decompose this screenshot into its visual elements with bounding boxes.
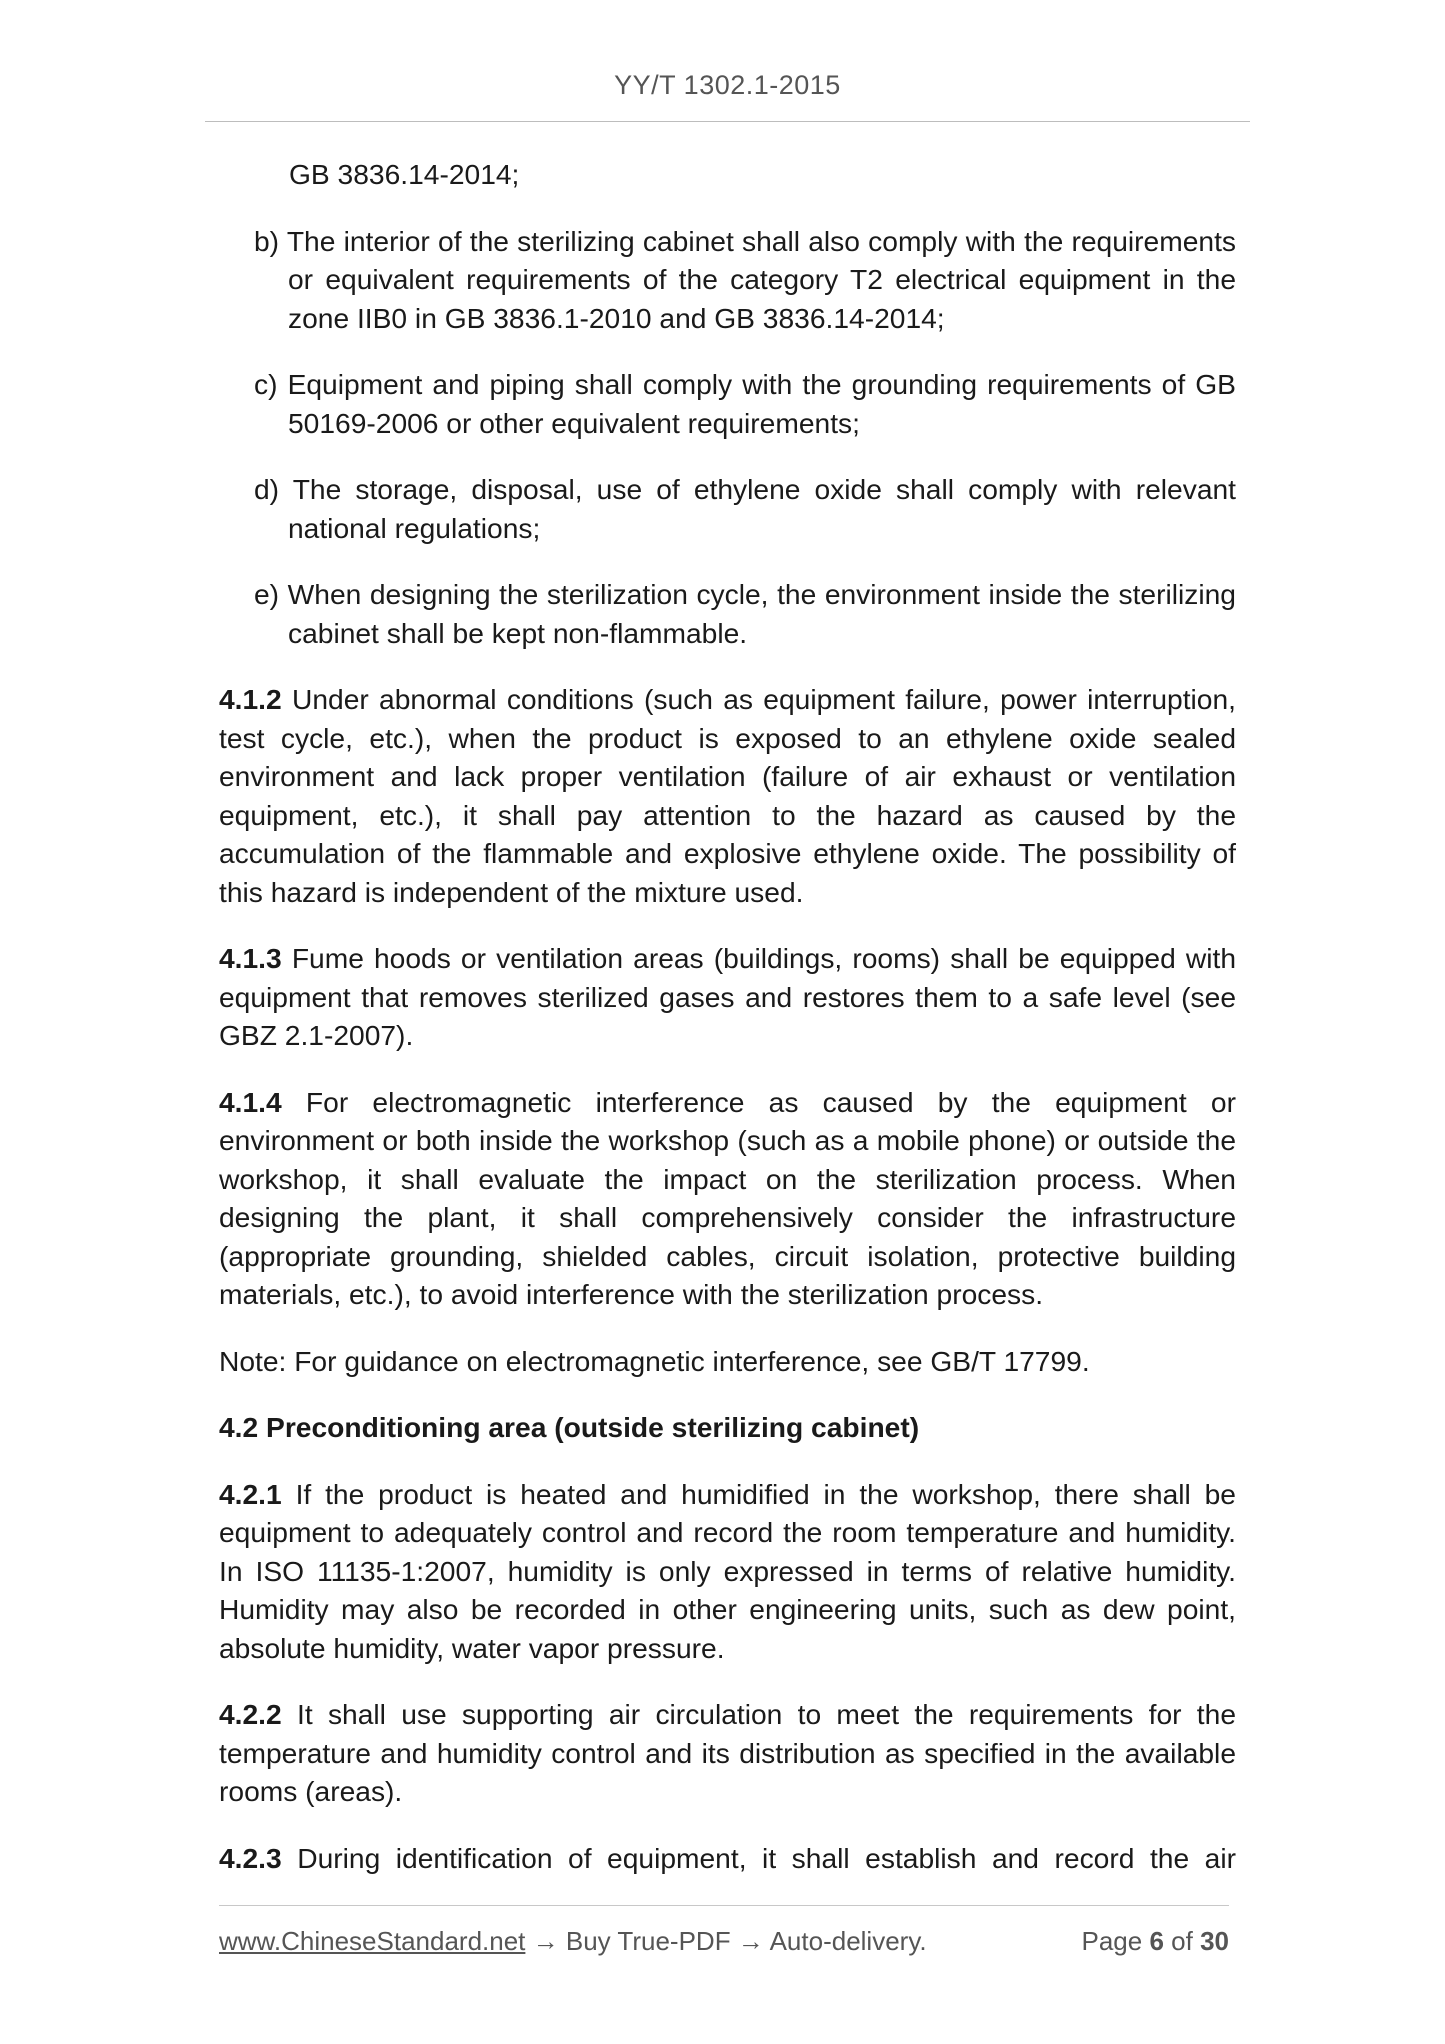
clause-4-2-3 xyxy=(219,1839,1236,1878)
clause-text: For electromagnetic interference as caused by the equipment or environment or both inside the workshop (such as a mobile phone) or outside the workshop, it shall evaluate the impact on the sterilization process. When designing the plant, it shall comprehensively consider the infrastructure (appropriate grounding, shielded cables, circuit isolation, protective building materials, etc.), to avoid interference with the sterilization process. xyxy=(219,1085,1236,1310)
promo-text: → Buy True-PDF → Auto-delivery. xyxy=(532,1926,927,1956)
list-item-d xyxy=(254,470,1236,547)
clause-4-1-2 xyxy=(219,680,1236,911)
clause-text: Fume hoods or ventilation areas (buildings, rooms) shall be equipped with equipment that removes sterilized gases and restores them to a safe level (see GBZ 2.1-2007). xyxy=(219,942,1236,1051)
clause-number: 4.1.2 xyxy=(219,683,282,715)
list-item-b xyxy=(254,222,1236,338)
note: Note: For guidance on electromagnetic interference, see GB/T 17799. xyxy=(219,1344,1090,1377)
clause-text: Under abnormal conditions (such as equipment failure, power interruption, test cycle, etc.), when the product is exposed to an ethylene oxide sealed environment and lack proper ventilation (failure of air exhaust or ventilation equipment, etc.), it shall pay attention to the hazard as caused by the accumulation of the flammable and explosive ethylene oxide. The possibility of this hazard is independent of the mixture used. xyxy=(219,683,1236,908)
list-text: The interior of the sterilizing cabinet shall also comply with the requirements or equivalent requirements of the category T2 electrical equipment in the zone IIB0 in GB 3836.1-2010 and GB 3836.14-2014; xyxy=(286,224,1236,334)
list-text: Equipment and piping shall comply with the grounding requirements of GB 50169-2006 or other equivalent requirements; xyxy=(287,368,1236,439)
clause-number: 4.2.2 xyxy=(219,1698,282,1730)
clause-text: It shall use supporting air circulation to meet the requirements for the temperature and humidity control and its distribution as specified in the available rooms (areas). xyxy=(219,1698,1236,1807)
page-word: Page xyxy=(1081,1926,1143,1956)
document-code-header: YY/T 1302.1-2015 xyxy=(614,70,841,100)
list-item-c xyxy=(254,365,1236,442)
total-pages: 30 xyxy=(1200,1926,1229,1956)
footer-promo xyxy=(219,1926,927,1957)
clause-4-1-4 xyxy=(219,1083,1236,1314)
clause-4-2-2 xyxy=(219,1695,1236,1811)
list-text: The storage, disposal, use of ethylene oxide shall comply with relevant national regulations; xyxy=(288,473,1236,544)
page-footer xyxy=(219,1926,1229,1957)
clause-number: 4.2.3 xyxy=(219,1841,282,1874)
clause-4-2-1 xyxy=(219,1475,1236,1668)
clause-text: If the product is heated and humidified in the workshop, there shall be equipment to adequately control and record the room temperature and humidity. In ISO 11135-1:2007, humidity is only expressed in terms of relative humidity. Humidity may also be recorded in other engineering units, such as dew point, absolute humidity, water vapor pressure. xyxy=(219,1477,1236,1664)
list-label: e) xyxy=(254,578,280,610)
list-label: c) xyxy=(254,368,278,400)
clause-number: 4.1.4 xyxy=(219,1085,282,1118)
continued-reference: GB 3836.14-2014; xyxy=(289,158,520,190)
clause-4-1-3 xyxy=(219,939,1236,1055)
current-page: 6 xyxy=(1149,1926,1164,1956)
section-heading-4-2: 4.2 Preconditioning area (outside sterilizing cabinet) xyxy=(219,1411,920,1443)
header-divider xyxy=(205,121,1250,122)
of-word: of xyxy=(1171,1926,1193,1956)
clause-text: During identification of equipment, it shall establish and record the air xyxy=(297,1841,1236,1874)
list-text: When designing the sterilization cycle, the environment inside the sterilizing cabinet shall be kept non-flammable. xyxy=(287,578,1236,649)
clause-number: 4.1.3 xyxy=(219,942,282,974)
list-label: d) xyxy=(254,473,280,505)
website-link[interactable]: www.ChineseStandard.net xyxy=(219,1926,526,1956)
document-body xyxy=(219,155,1236,1877)
list-item-e xyxy=(254,575,1236,652)
clause-number: 4.2.1 xyxy=(219,1477,282,1510)
list-label: b) xyxy=(254,224,280,257)
page-number xyxy=(1081,1926,1229,1957)
footer-divider xyxy=(219,1905,1229,1906)
